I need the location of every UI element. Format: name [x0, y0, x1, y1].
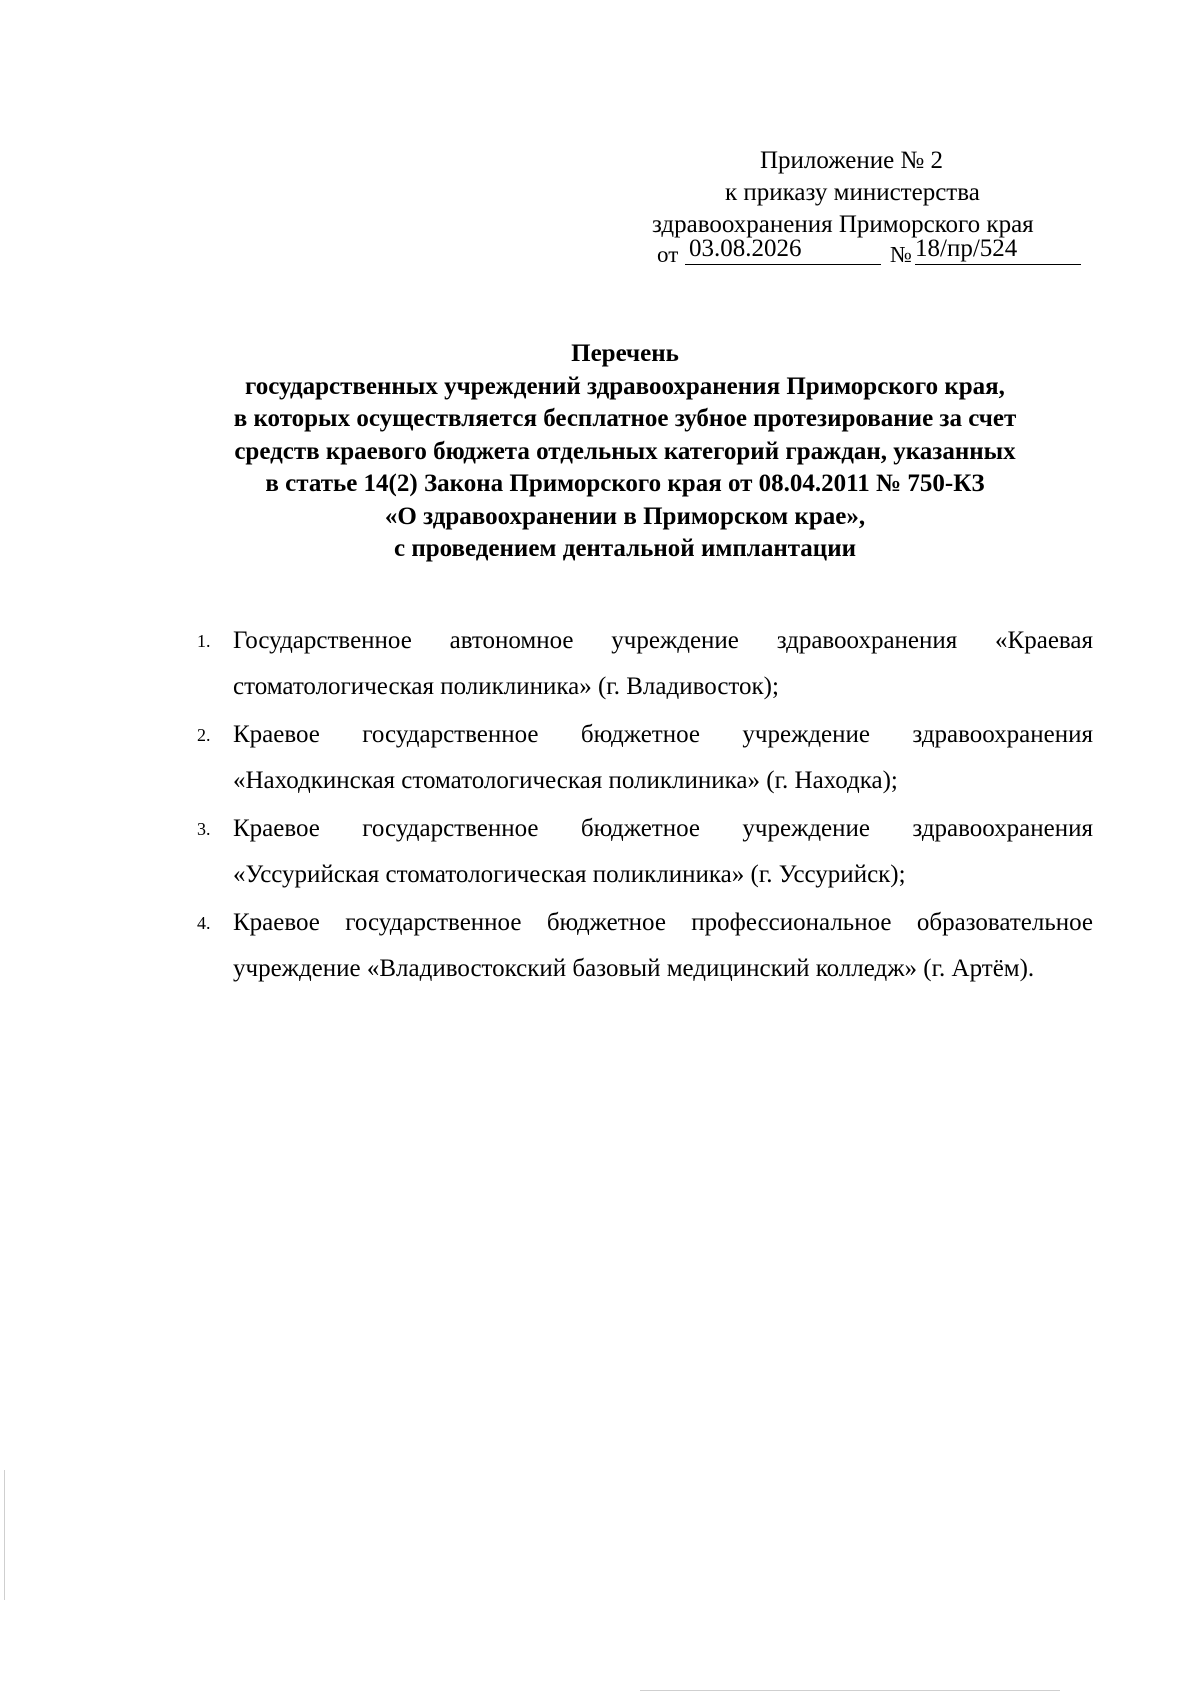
document-title	[120, 338, 1130, 566]
list-item	[183, 900, 1093, 992]
title-line: «О здравоохранении в Приморском крае»,	[384, 502, 866, 530]
institution-list	[183, 618, 1093, 994]
list-item-number: 3.	[197, 819, 211, 839]
list-item-number: 1.	[197, 631, 211, 651]
list-item	[183, 618, 1093, 710]
order-reference: к приказу министерства	[725, 179, 980, 206]
list-item-text: Краевое государственное бюджетное учреждение здравоохранения «Уссурийская стоматологическая поликлиника» (г. Уссурийск);	[233, 815, 1093, 888]
title-line: государственных учреждений здравоохранения Приморского края,	[245, 372, 1005, 400]
title-heading: Перечень	[571, 340, 679, 367]
order-date: 03.08.2026	[685, 234, 881, 265]
order-date-number-line	[657, 234, 1077, 268]
number-sign: №	[890, 242, 912, 267]
order-number: 18/пр/524	[915, 234, 1081, 265]
title-line: средств краевого бюджета отдельных категорий граждан, указанных	[234, 437, 1016, 465]
title-line: в статье 14(2) Закона Приморского края от 08.04.2011 № 750-КЗ	[265, 470, 985, 497]
list-item-text: Краевое государственное бюджетное профессиональное образовательное учреждение «Владивостокский базовый медицинский колледж» (г. Артём).	[233, 909, 1093, 982]
ministry-name: здравоохранения Приморского края	[652, 211, 1034, 238]
date-prefix: от	[657, 242, 679, 267]
list-item	[183, 712, 1093, 804]
list-item-number: 4.	[197, 913, 211, 933]
list-item-text: Государственное автономное учреждение здравоохранения «Краевая стоматологическая поликлиника» (г. Владивосток);	[233, 627, 1093, 700]
scan-artifact	[4, 1470, 5, 1600]
appendix-number: Приложение № 2	[760, 147, 944, 174]
title-line: в которых осуществляется бесплатное зубное протезирование за счет	[233, 405, 1017, 432]
scan-artifact	[640, 1690, 1060, 1691]
list-item-number: 2.	[197, 725, 211, 745]
title-line: с проведением дентальной имплантации	[393, 535, 857, 562]
list-item-text: Краевое государственное бюджетное учреждение здравоохранения «Находкинская стоматологическая поликлиника» (г. Находка);	[233, 721, 1093, 794]
list-item	[183, 806, 1093, 898]
